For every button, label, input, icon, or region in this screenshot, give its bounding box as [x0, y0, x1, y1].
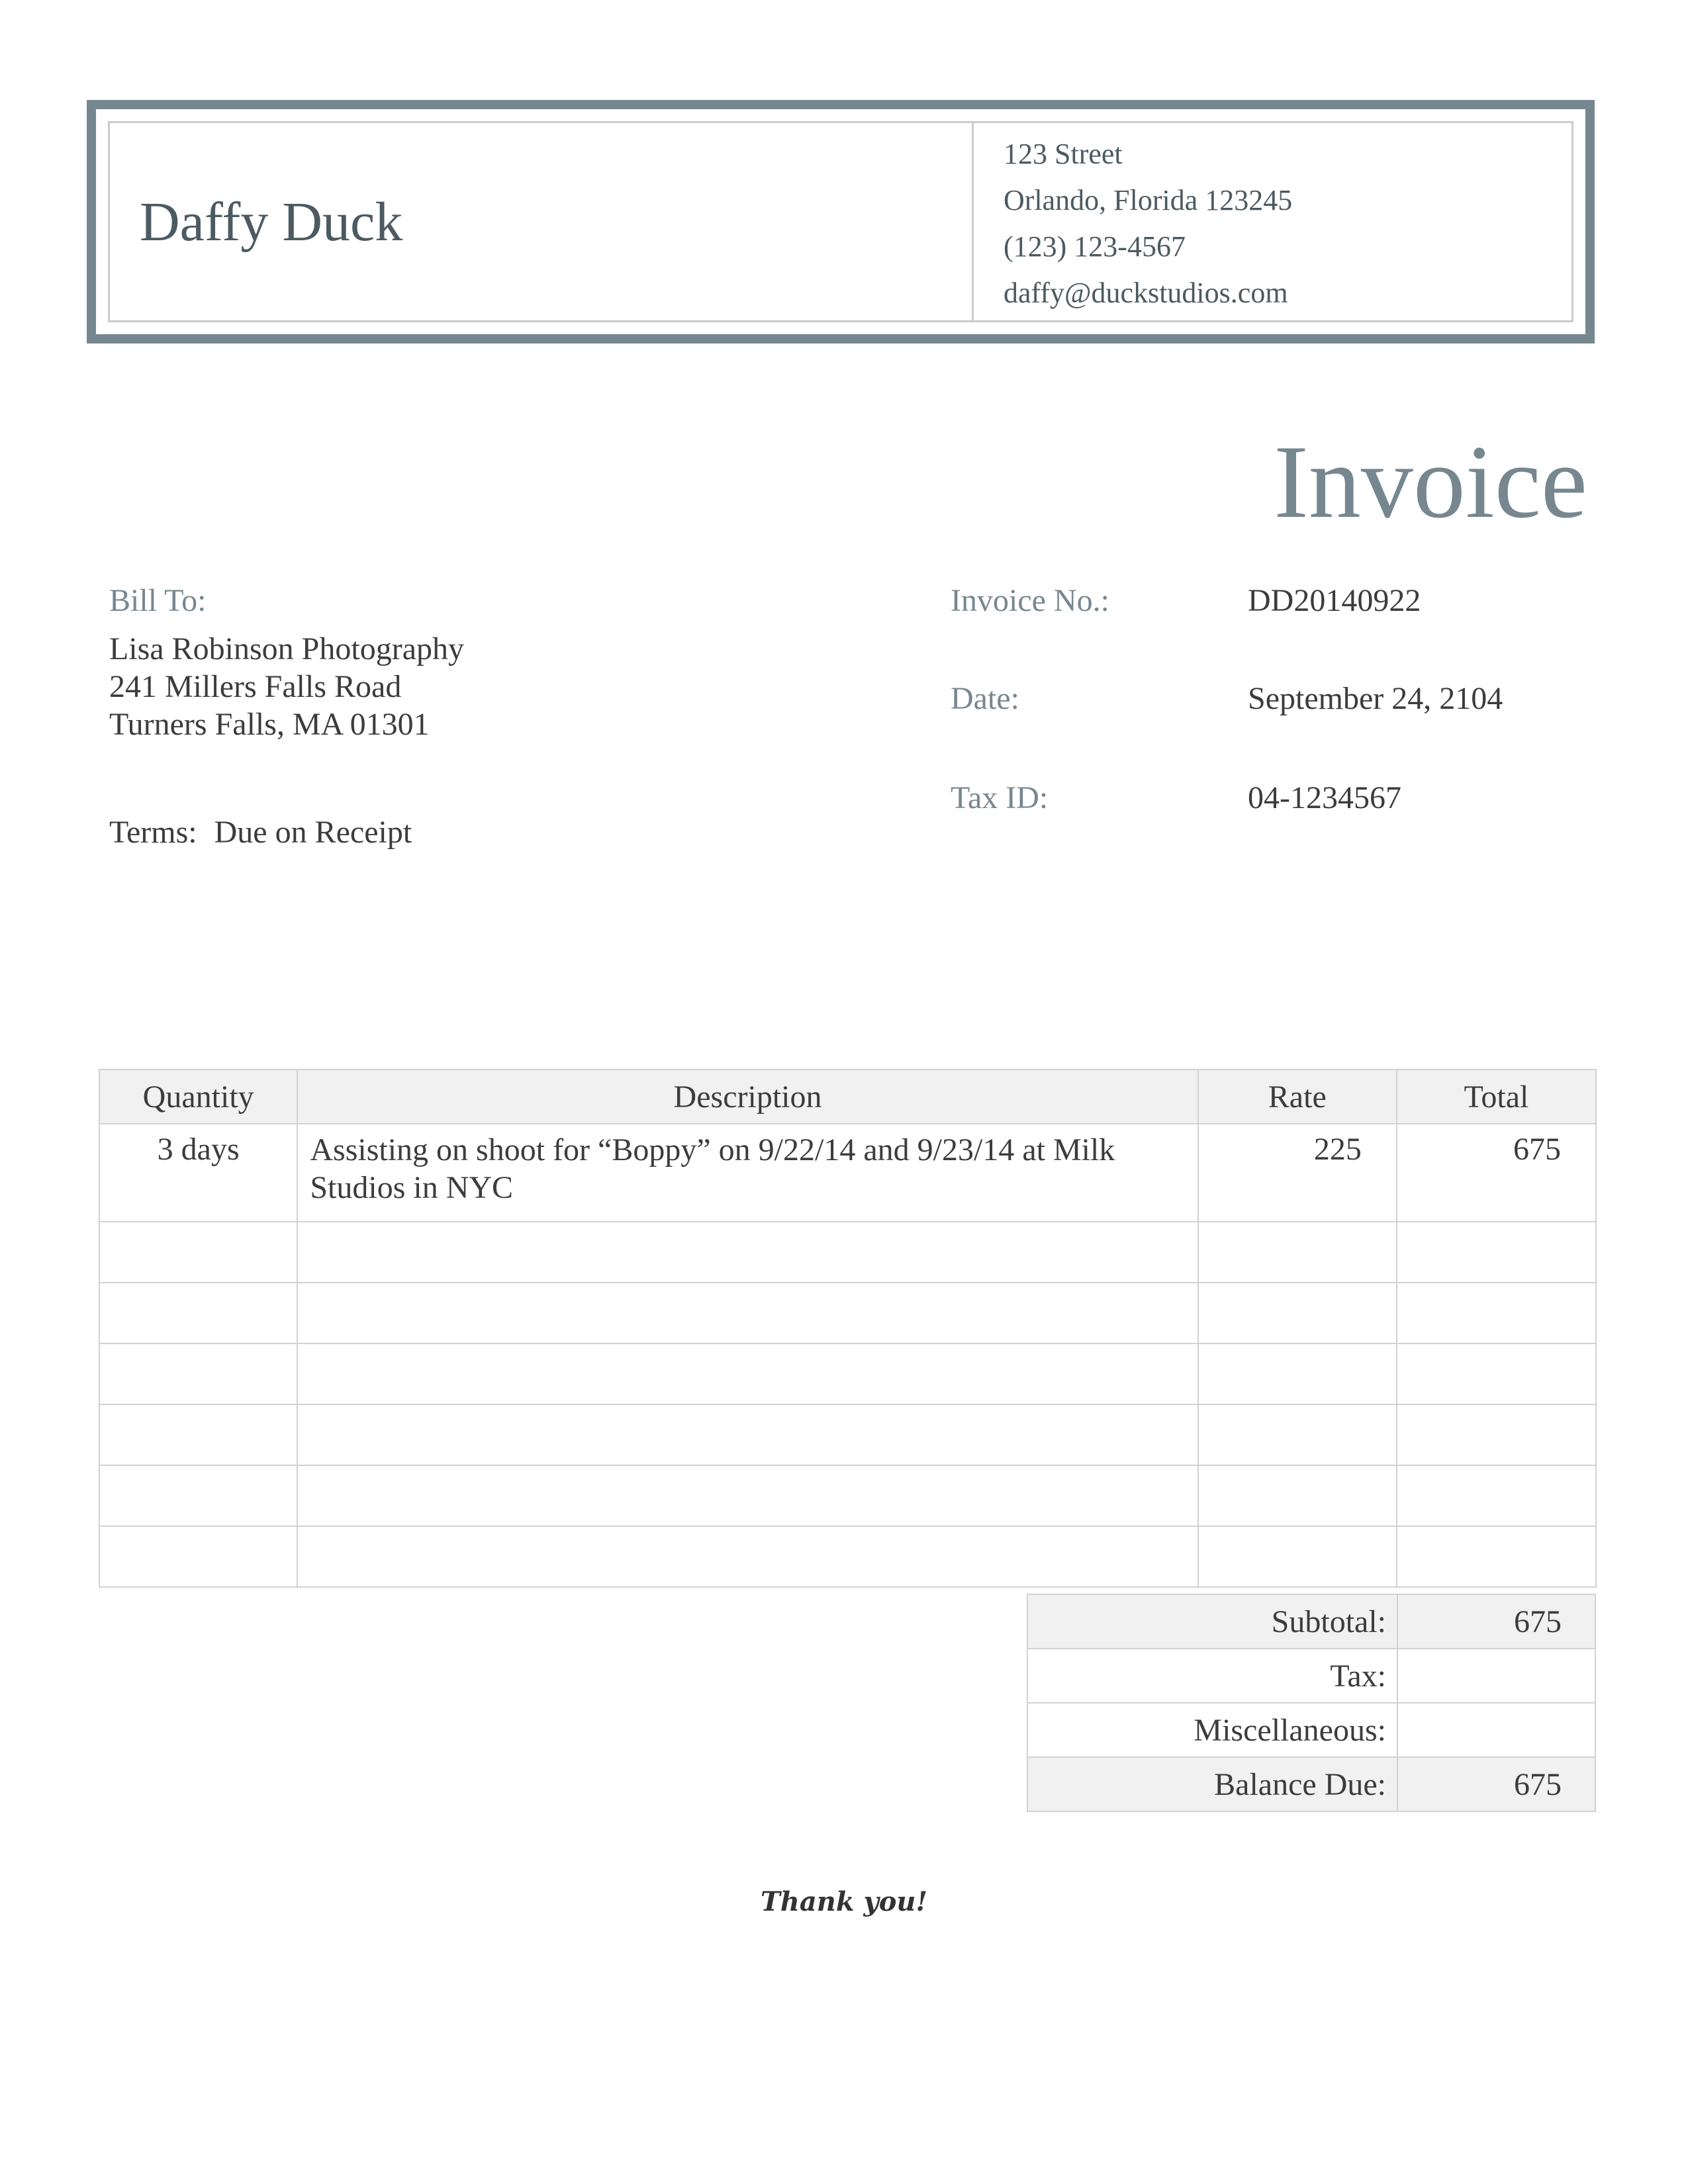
- header-description: Description: [297, 1069, 1197, 1124]
- cell-quantity: [99, 1222, 297, 1283]
- cell-rate: [1198, 1343, 1397, 1404]
- misc-row: [1027, 1703, 1595, 1757]
- cell-description: [297, 1404, 1197, 1465]
- cell-total: 675: [1397, 1124, 1596, 1222]
- cell-total: [1397, 1404, 1596, 1465]
- subtotal-row: [1027, 1594, 1595, 1649]
- cell-quantity: [99, 1465, 297, 1526]
- cell-quantity: [99, 1343, 297, 1404]
- balance-due-row: [1027, 1757, 1595, 1811]
- cell-description: [297, 1283, 1197, 1343]
- header-frame: [87, 100, 1595, 343]
- cell-rate: [1198, 1526, 1397, 1587]
- header-box: [108, 121, 1573, 322]
- table-row: [99, 1124, 1596, 1222]
- cell-total: [1397, 1222, 1596, 1283]
- cell-rate: [1198, 1222, 1397, 1283]
- date-value: September 24, 2104: [1248, 681, 1503, 716]
- table-row: [99, 1343, 1596, 1404]
- cell-quantity: [99, 1404, 297, 1465]
- bill-to-line: 241 Millers Falls Road: [109, 669, 402, 704]
- table-row: [99, 1526, 1596, 1587]
- misc-label: Miscellaneous:: [1027, 1703, 1397, 1757]
- bill-to-address: [109, 630, 464, 743]
- contact-street: 123 Street: [1004, 138, 1123, 170]
- cell-total: [1397, 1343, 1596, 1404]
- contact-email: daffy@duckstudios.com: [1004, 277, 1288, 309]
- cell-quantity: [99, 1283, 297, 1343]
- tax-row: [1027, 1649, 1595, 1703]
- bill-to-label: Bill To:: [109, 583, 207, 618]
- header-name-cell: [110, 123, 974, 320]
- terms: [109, 814, 412, 850]
- cell-total: [1397, 1465, 1596, 1526]
- terms-label: Terms:: [109, 815, 197, 850]
- contact-city: Orlando, Florida 123245: [1004, 184, 1293, 216]
- table-row: [99, 1404, 1596, 1465]
- cell-total: [1397, 1526, 1596, 1587]
- table-row: [99, 1465, 1596, 1526]
- bill-to-line: Lisa Robinson Photography: [109, 631, 464, 666]
- balance-due-label: Balance Due:: [1027, 1757, 1397, 1811]
- balance-due-value: 675: [1397, 1757, 1595, 1811]
- cell-quantity: [99, 1526, 297, 1587]
- tax-id-label: Tax ID:: [951, 780, 1049, 815]
- cell-description: [297, 1222, 1197, 1283]
- table-row: [99, 1222, 1596, 1283]
- tax-value: [1397, 1649, 1595, 1703]
- date-label: Date:: [951, 681, 1019, 716]
- header-rate: Rate: [1198, 1069, 1397, 1124]
- invoice-title: Invoice: [1274, 424, 1587, 540]
- invoice-no-label: Invoice No.:: [951, 583, 1109, 618]
- cell-quantity: 3 days: [99, 1124, 297, 1222]
- cell-rate: [1198, 1404, 1397, 1465]
- cell-description: [297, 1526, 1197, 1587]
- subtotal-label: Subtotal:: [1027, 1594, 1397, 1649]
- cell-rate: 225: [1198, 1124, 1397, 1222]
- cell-description: [297, 1465, 1197, 1526]
- subtotal-value: 675: [1397, 1594, 1595, 1649]
- table-header-row: [99, 1069, 1596, 1124]
- cell-description: Assisting on shoot for “Boppy” on 9/22/14 and 9/23/14 at Milk Studios in NYC: [297, 1124, 1197, 1222]
- header-quantity: Quantity: [99, 1069, 297, 1124]
- line-items-table: [99, 1069, 1597, 1588]
- contact-phone: (123) 123-4567: [1004, 230, 1186, 263]
- invoice-no-value: DD20140922: [1248, 583, 1421, 618]
- company-name: Daffy Duck: [140, 191, 403, 253]
- cell-rate: [1198, 1283, 1397, 1343]
- header-contact-cell: [974, 123, 1571, 320]
- tax-label: Tax:: [1027, 1649, 1397, 1703]
- header-frame-inner: [96, 109, 1585, 334]
- thank-you-note: Thank you!: [760, 1886, 928, 1917]
- header-total: Total: [1397, 1069, 1596, 1124]
- totals-table: [1027, 1594, 1596, 1812]
- cell-description: [297, 1343, 1197, 1404]
- tax-id-value: 04-1234567: [1248, 780, 1401, 815]
- bill-to-line: Turners Falls, MA 01301: [109, 707, 430, 742]
- cell-total: [1397, 1283, 1596, 1343]
- misc-value: [1397, 1703, 1595, 1757]
- cell-rate: [1198, 1465, 1397, 1526]
- table-row: [99, 1283, 1596, 1343]
- terms-value: Due on Receipt: [214, 815, 412, 850]
